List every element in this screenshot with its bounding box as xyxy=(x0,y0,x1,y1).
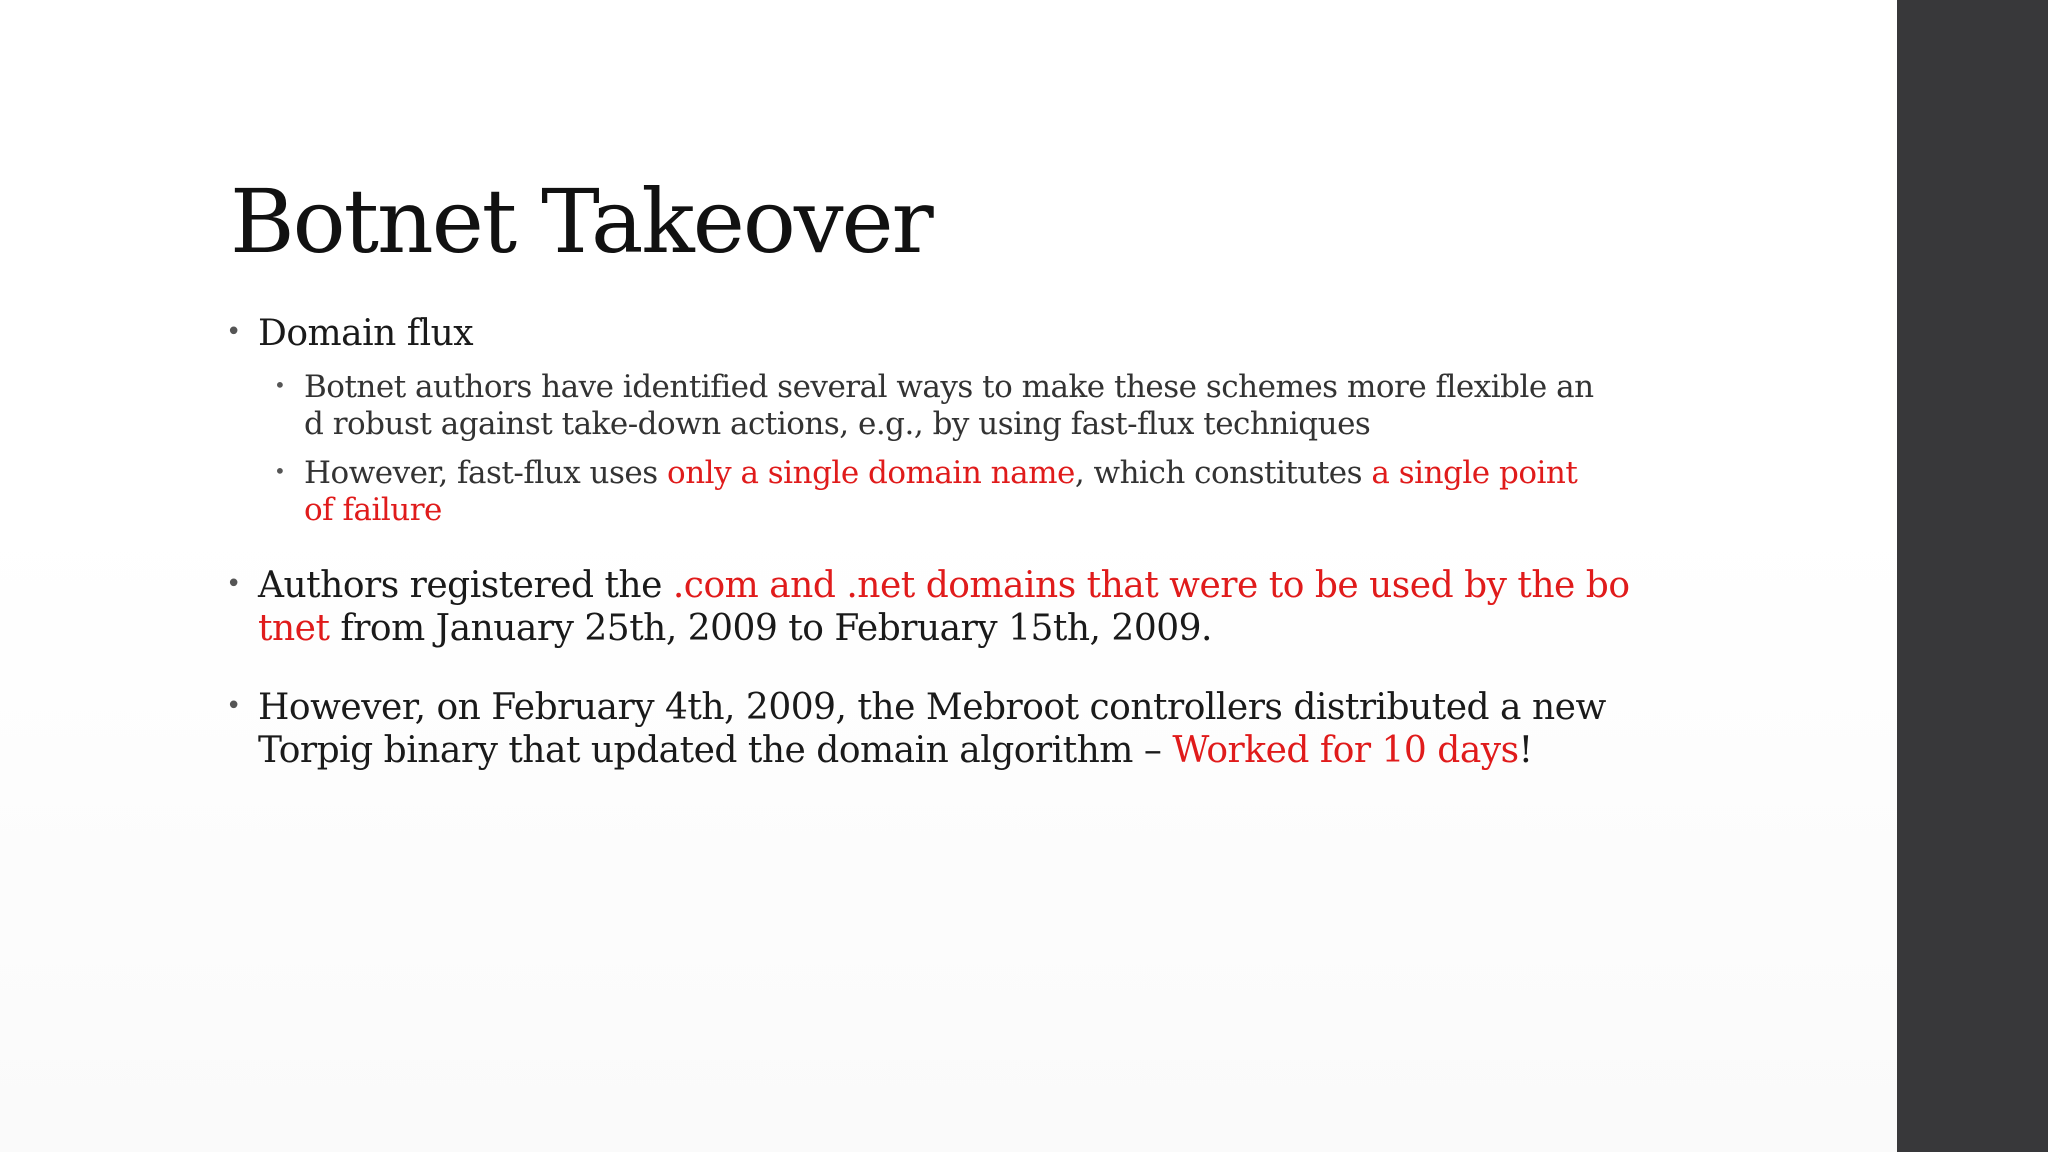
subbullet-line-1: Botnet authors have identified several ways to make these schemes more flexible an xyxy=(304,369,1594,405)
highlight-domains: .com and .net domains that were to be used by the bo xyxy=(672,565,1630,606)
highlight-single-point: a single point xyxy=(1371,455,1578,491)
bullet-marker: • xyxy=(274,459,286,483)
text-run: , which constitutes xyxy=(1074,455,1372,491)
text-run: However, fast-flux uses xyxy=(304,455,668,491)
bullet-line-2 xyxy=(258,730,1606,773)
subbullet-authors-identified xyxy=(274,369,1594,443)
subbullet-line-2: d robust against take-down actions, e.g., by using fast-flux techniques xyxy=(304,406,1371,443)
text-run: ! xyxy=(1518,730,1533,772)
text-run: Authors registered the xyxy=(258,565,673,606)
text-run: Torpig binary that updated the domain algorithm – xyxy=(258,730,1173,772)
bullet-line-2 xyxy=(258,608,1630,651)
bullet-authors-registered xyxy=(226,565,1630,651)
highlight-single-domain: only a single domain name xyxy=(667,455,1075,491)
bullet-line-1: However, on February 4th, 2009, the Mebroot controllers distributed a new xyxy=(258,687,1606,728)
bullet-domain-flux xyxy=(226,313,474,354)
subbullet-fast-flux xyxy=(274,455,1578,529)
bullet-marker: • xyxy=(226,691,241,721)
slide-title: Botnet Takeover xyxy=(230,170,932,273)
subbullet-line-1 xyxy=(304,455,1577,492)
side-bar xyxy=(1897,0,2048,1152)
bullet-mebroot-update xyxy=(226,687,1606,773)
bullet-marker: • xyxy=(274,373,286,397)
highlight-tnet: tnet xyxy=(258,608,330,650)
bullet-marker: • xyxy=(226,317,241,347)
bullet-text: Domain flux xyxy=(258,313,474,354)
bullet-marker: • xyxy=(226,569,241,599)
highlight-worked-10-days: Worked for 10 days xyxy=(1172,730,1519,772)
text-run: from January 25th, 2009 to February 15th, 2009. xyxy=(329,608,1212,650)
bullet-line-1 xyxy=(258,565,1630,608)
highlight-of-failure: of failure xyxy=(304,492,442,529)
